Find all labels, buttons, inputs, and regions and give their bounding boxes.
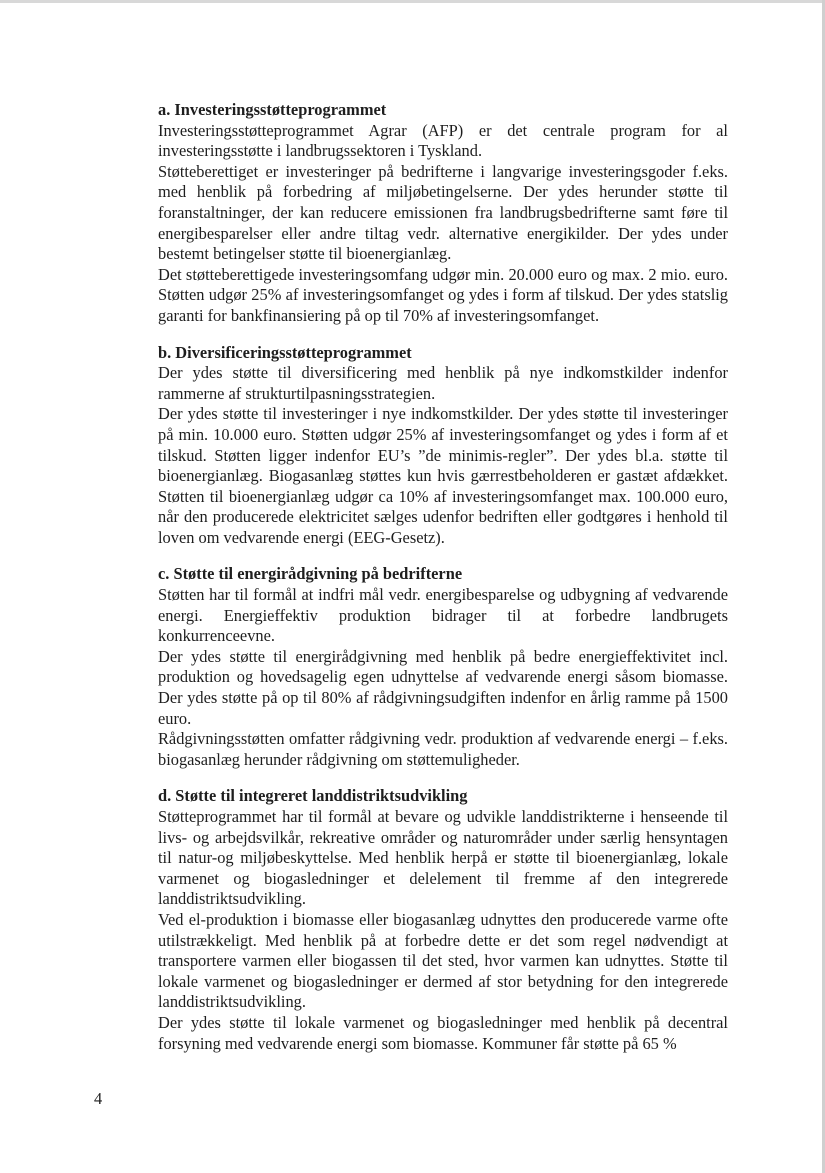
section-b	[158, 343, 728, 549]
section-heading: a. Investeringsstøtteprogrammet	[158, 100, 387, 119]
scan-edge-top	[0, 0, 825, 3]
section-a	[158, 100, 728, 327]
paragraph: Ved el-produktion i biomasse eller biogasanlæg udnyttes den producerede varme ofte utilstrækkeligt. Med henblik på at forbedre dette er det som regel nødvendigt at transportere varmen eller biogassen til det sted, hvor varmen kan udnyttes. Støtte til lokale varmenet og biogasledninger er dermed af stor betydning for den integrerede landdistriktsudvikling.	[158, 909, 728, 1012]
paragraph: Det støtteberettigede investeringsomfang udgør min. 20.000 euro og max. 2 mio. euro. Støtten udgør 25% af investeringsomfanget og ydes i form af tilskud. Der ydes statslig garanti for bankfinansiering på op til 70% af investeringsomfanget.	[158, 264, 728, 325]
paragraph: Støtteberettiget er investeringer på bedrifterne i langvarige investeringsgoder f.eks. med henblik på forbedring af miljøbetingelserne. Der ydes herunder støtte til foranstaltninger, der kan reducere emissionen fra landbrugsbedrifterne samt føre til energibesparelser eller andre tiltag vedr. alternative energikilder. Der ydes under bestemt betingelser støtte til bioenergianlæg.	[158, 161, 728, 264]
paragraph: Investeringsstøtteprogrammet Agrar (AFP) er det centrale program for al investeringsstøtte i landbrugssektoren i Tyskland.	[158, 120, 728, 161]
paragraph: Der ydes støtte til energirådgivning med henblik på bedre energieffektivitet incl. produktion og hovedsagelig egen udnyttelse af vedvarende energi såsom biomasse. Der ydes støtte på op til 80% af rådgivningsudgiften indenfor en årlig ramme på 1500 euro.	[158, 646, 728, 728]
paragraph: Støtteprogrammet har til formål at bevare og udvikle landdistrikterne i henseende til livs- og arbejdsvilkår, rekreative områder og naturområder under særlig hensyntagen til natur-og miljøbeskyttelse. Med henblik herpå er støtte til bioenergianlæg, lokale varmenet og biogasledninger et delelement til fremme af den integrerede landdistriktsudvikling.	[158, 807, 728, 909]
section-d	[158, 786, 728, 1054]
paragraph: Støtten har til formål at indfri mål vedr. energibesparelse og udbygning af vedvarende energi. Energieffektiv produktion bidrager til at forbedre landbrugets konkurrenceevne.	[158, 585, 728, 646]
section-heading: c. Støtte til energirådgivning på bedrifterne	[158, 564, 463, 584]
paragraph: Der ydes støtte til lokale varmenet og biogasledninger med henblik på decentral forsyning med vedvarende energi som biomasse. Kommuner får støtte på 65 %	[158, 1012, 728, 1053]
page-body	[158, 100, 728, 1070]
paragraph: Rådgivningsstøtten omfatter rådgivning vedr. produktion af vedvarende energi – f.eks. biogasanlæg herunder rådgivning om støttemuligheder.	[158, 729, 728, 769]
section-c	[158, 564, 728, 770]
section-heading: b. Diversificeringsstøtteprogrammet	[158, 342, 412, 362]
paragraph: Der ydes støtte til investeringer i nye indkomstkilder. Der ydes støtte til investeringer på min. 10.000 euro. Støtten udgør 25% af investeringsomfanget og ydes i form af et tilskud. Støtten ligger indenfor EU’s ”de minimis-regler”. Der ydes bl.a. støtte til bioenergianlæg. Biogasanlæg støttes kun hvis gærrestbeholderen er gastæt afdækket. Støtten til bioenergianlæg udgør ca 10% af investeringsomfanget max. 100.000 euro, når den producerede elektricitet sælges udenfor bedriften eller godtgøres i henhold til loven om vedvarende energi (EEG-Gesetz).	[158, 404, 728, 547]
page-number: 4	[94, 1089, 103, 1108]
section-heading: d. Støtte til integreret landdistriktsudvikling	[158, 786, 468, 806]
paragraph: Der ydes støtte til diversificering med henblik på nye indkomstkilder indenfor rammerne af strukturtilpasningsstrategien.	[158, 363, 728, 403]
